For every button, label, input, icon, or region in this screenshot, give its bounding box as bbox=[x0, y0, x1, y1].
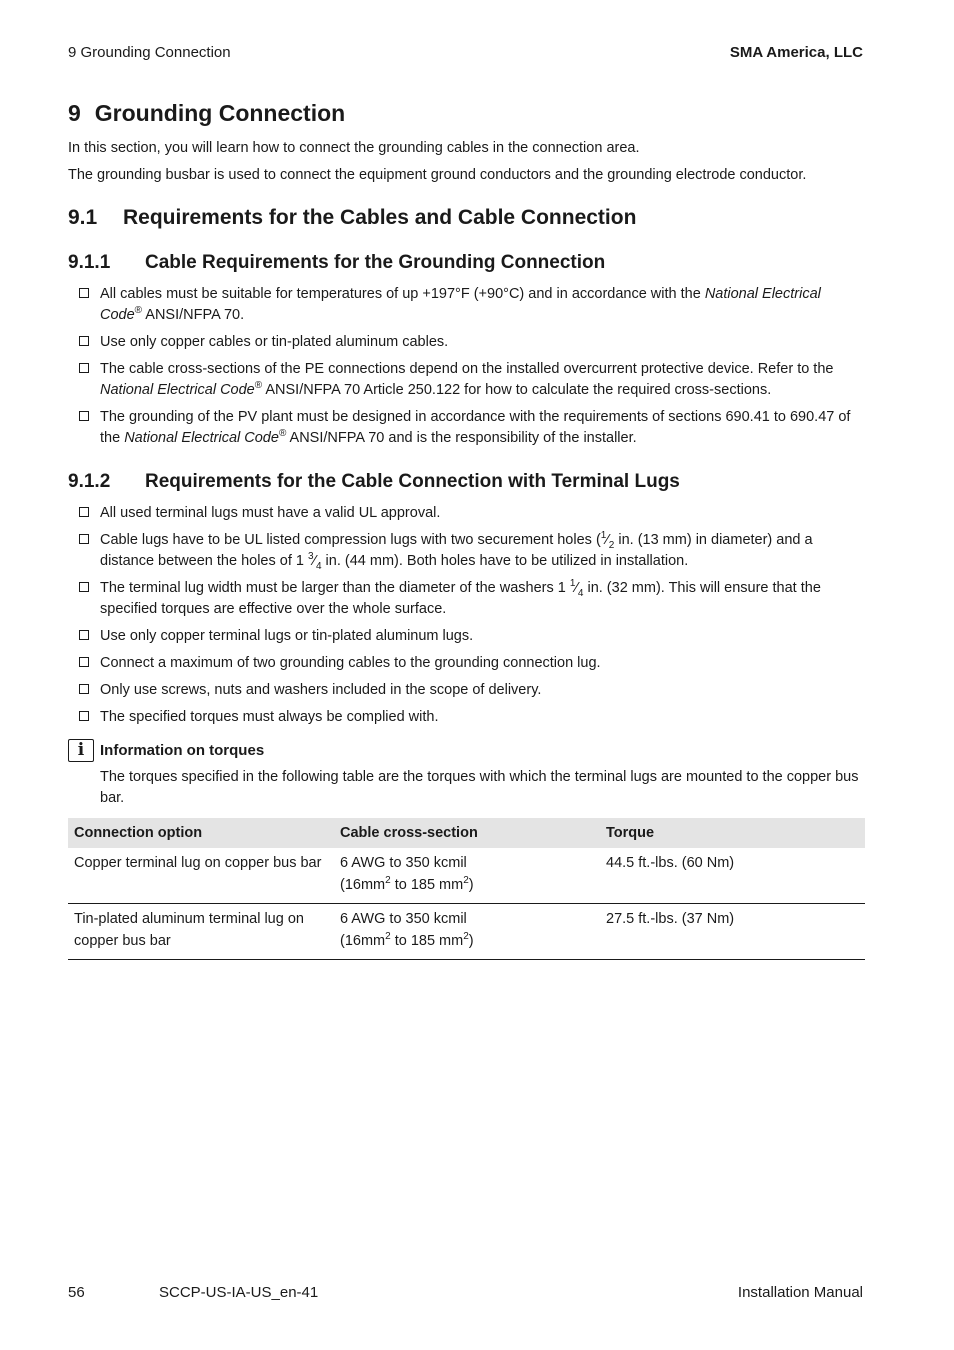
info-text: The torques specified in the following table are the torques with which the terminal lugs are mounted to the copper bus bar. bbox=[100, 769, 859, 806]
chapter-number: 9 bbox=[68, 100, 81, 126]
document-type: Installation Manual bbox=[737, 1284, 863, 1301]
table-row bbox=[68, 848, 865, 904]
intro-paragraph-2: The grounding busbar is used to connect the equipment ground conductors and the grounding electrode conductor. bbox=[68, 167, 807, 183]
list-item: The specified torques must always be complied with. bbox=[68, 707, 865, 728]
torque-table bbox=[68, 818, 865, 960]
page-number: 56 bbox=[68, 1284, 85, 1301]
section-number: 9.1.1 bbox=[68, 252, 111, 273]
table-cell: Copper terminal lug on copper bus bar bbox=[68, 848, 334, 904]
column-header: Torque bbox=[600, 818, 865, 848]
list-item: The cable cross-sections of the PE connections depend on the installed overcurrent protective device. Refer to the National Electrical Code® ANSI/NFPA 70 Article 250.122 for how to calculate the required cross-sections. bbox=[68, 359, 865, 401]
list-item: The terminal lug width must be larger than the diameter of the washers 1 $^1⁄_4$ in. (32 mm). This will ensure that the specified torques are effective over the whole surface. bbox=[68, 578, 865, 620]
running-header-chapter: 9 Grounding Connection bbox=[68, 44, 231, 61]
checkbox-icon bbox=[79, 711, 89, 721]
list-item: Only use screws, nuts and washers included in the scope of delivery. bbox=[68, 680, 865, 701]
checkbox-icon bbox=[79, 657, 89, 667]
info-title: Information on torques bbox=[100, 742, 265, 759]
checkbox-icon bbox=[79, 363, 89, 373]
section-number: 9.1 bbox=[68, 206, 98, 229]
section-title: Requirements for the Cables and Cable Connection bbox=[123, 206, 637, 229]
list-item: Use only copper terminal lugs or tin-plated aluminum lugs. bbox=[68, 626, 865, 647]
list-item: Use only copper cables or tin-plated aluminum cables. bbox=[68, 332, 865, 353]
section-heading-9-1-2 bbox=[68, 471, 865, 493]
checkbox-icon bbox=[79, 336, 89, 346]
list-item: All used terminal lugs must have a valid UL approval. bbox=[68, 503, 865, 524]
checkbox-icon bbox=[79, 684, 89, 694]
table-header-row bbox=[68, 818, 865, 848]
info-note bbox=[68, 742, 865, 809]
running-header-company: SMA America, LLC bbox=[729, 44, 863, 61]
chapter-title: Grounding Connection bbox=[94, 100, 346, 126]
section-heading-9-1 bbox=[68, 206, 865, 230]
table-row bbox=[68, 904, 865, 960]
column-header: Cable cross-section bbox=[334, 818, 600, 848]
table-cell: 6 AWG to 350 kcmil ($16mm^2$ to 185 $mm^2$) bbox=[334, 848, 600, 904]
checkbox-icon bbox=[79, 507, 89, 517]
table-cell: 27.5 ft.-lbs. (37 Nm) bbox=[600, 904, 865, 960]
table-cell: 6 AWG to 350 kcmil ($16mm^2$ to 185 $mm^2$) bbox=[334, 904, 600, 960]
column-header: Connection option bbox=[68, 818, 334, 848]
requirements-list-9-1-1 bbox=[68, 284, 865, 449]
chapter-heading bbox=[68, 100, 865, 127]
intro-paragraph-1: In this section, you will learn how to connect the grounding cables in the connection area. bbox=[68, 140, 640, 156]
section-title: Requirements for the Cable Connection with Terminal Lugs bbox=[145, 471, 680, 492]
document-id: SCCP-US-IA-US_en-41 bbox=[159, 1284, 319, 1301]
section-number: 9.1.2 bbox=[68, 471, 111, 492]
page-content bbox=[68, 100, 865, 960]
checkbox-icon bbox=[79, 411, 89, 421]
checkbox-icon bbox=[79, 582, 89, 592]
requirements-list-9-1-2 bbox=[68, 503, 865, 728]
section-heading-9-1-1 bbox=[68, 252, 865, 274]
list-item: All cables must be suitable for temperatures of up +197°F (+90°C) and in accordance with the National Electrical Code® ANSI/NFPA 70. bbox=[68, 284, 865, 326]
list-item: Cable lugs have to be UL listed compression lugs with two securement holes ($^1⁄_2$ in. (13 mm) in diameter) and a distance between the holes of 1 $^3⁄_4$ in. (44 mm). Both holes have to be utilized in installation. bbox=[68, 530, 865, 572]
table-cell: 44.5 ft.-lbs. (60 Nm) bbox=[600, 848, 865, 904]
checkbox-icon bbox=[79, 288, 89, 298]
info-icon: i bbox=[68, 739, 94, 762]
list-item: Connect a maximum of two grounding cables to the grounding connection lug. bbox=[68, 653, 865, 674]
checkbox-icon bbox=[79, 534, 89, 544]
section-title: Cable Requirements for the Grounding Connection bbox=[145, 252, 606, 273]
checkbox-icon bbox=[79, 630, 89, 640]
table-cell: Tin-plated aluminum terminal lug on copper bus bar bbox=[68, 904, 334, 960]
list-item: The grounding of the PV plant must be designed in accordance with the requirements of sections 690.41 to 690.47 of the National Electrical Code® ANSI/NFPA 70 and is the responsibility of the installer. bbox=[68, 407, 865, 449]
